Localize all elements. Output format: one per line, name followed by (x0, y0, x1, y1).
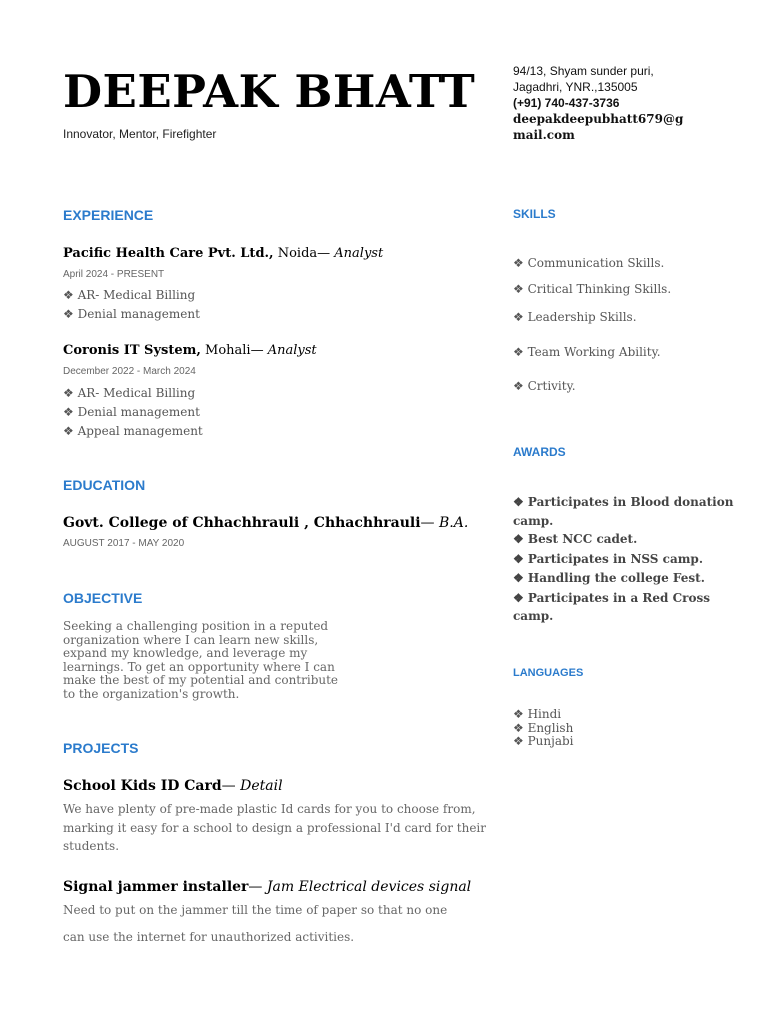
project-description-line: marking it easy for a school to design a professional I'd card for their (63, 821, 486, 835)
award-item: ❖ Best NCC cadet. (513, 532, 638, 546)
skill-item: ❖ Critical Thinking Skills. (513, 282, 672, 296)
job-location: Mohali— (200, 343, 268, 358)
project-title (63, 879, 471, 895)
project-tag: Detail (240, 778, 283, 794)
objective-text: Seeking a challenging position in a reputed organization where I can learn new skills, expand my knowledge, and leverage my learnings. To get an opportunity where I can make the best of my potential and contribute to the organization's growth. (63, 619, 339, 701)
job-title (63, 343, 317, 358)
section-title-projects: PROJECTS (63, 740, 139, 756)
list-item: ❖ AR- Medical Billing (63, 288, 196, 302)
company-name: Pacific Health Care Pvt. Ltd., (63, 246, 274, 261)
award-item: ❖ Handling the college Fest. (513, 571, 705, 585)
candidate-name: DEEPAK BHATT (63, 65, 476, 118)
award-item: ❖ Participates in NSS camp. (513, 552, 704, 566)
skill-item: ❖ Crtivity. (513, 379, 576, 393)
project-title (63, 778, 283, 794)
job-role: Analyst (334, 246, 384, 261)
skill-item: ❖ Communication Skills. (513, 256, 665, 270)
section-title-objective: OBJECTIVE (63, 590, 143, 606)
section-title-awards: AWARDS (513, 445, 566, 459)
project-description-line: Need to put on the jammer till the time of paper so that no one (63, 903, 448, 917)
language-item: ❖ Hindi (513, 707, 562, 721)
job-dates: April 2024 - PRESENT (63, 269, 165, 280)
address-line-2: Jagadhri, YNR.,135005 (513, 80, 638, 94)
section-title-skills: SKILLS (513, 207, 556, 221)
award-item: ❖ Participates in Blood donation (513, 495, 734, 509)
list-item: ❖ Appeal management (63, 424, 203, 438)
job-location: Noida— (273, 246, 335, 261)
job-dates: December 2022 - March 2024 (63, 366, 196, 377)
section-title-education: EDUCATION (63, 477, 146, 493)
email-address[interactable]: deepakdeepubhatt679@gmail.com (513, 112, 684, 142)
skill-item: ❖ Team Working Ability. (513, 345, 661, 359)
skill-item: ❖ Leadership Skills. (513, 310, 637, 324)
project-description-line: students. (63, 839, 120, 853)
tagline: Innovator, Mentor, Firefighter (63, 127, 217, 141)
address-line-1: 94/13, Shyam sunder puri, (513, 64, 654, 78)
job-role: Analyst (267, 343, 317, 358)
project-name: Signal jammer installer (63, 879, 249, 895)
language-item: ❖ English (513, 721, 574, 735)
project-description-line: can use the internet for unauthorized activities. (63, 930, 355, 944)
project-name: School Kids ID Card (63, 778, 222, 794)
job-title (63, 246, 383, 261)
education-dates: AUGUST 2017 - MAY 2020 (63, 538, 185, 549)
project-description-line: We have plenty of pre-made plastic Id cards for you to choose from, (63, 802, 476, 816)
school-name: Govt. College of Chhachhrauli , Chhachhrauli (63, 515, 421, 531)
education-title (63, 515, 468, 531)
section-title-languages: LANGUAGES (513, 667, 584, 679)
award-item-continued: camp. (513, 514, 554, 528)
education-dash: — (420, 515, 439, 531)
project-tag: Jam Electrical devices signal (266, 879, 472, 895)
contact-block (513, 63, 688, 143)
section-title-experience: EXPERIENCE (63, 207, 154, 223)
project-dash: — (221, 778, 241, 794)
award-item: ❖ Participates in a Red Cross (513, 591, 710, 605)
degree: B.A. (438, 515, 469, 531)
language-item: ❖ Punjabi (513, 734, 574, 748)
list-item: ❖ AR- Medical Billing (63, 386, 196, 400)
project-dash: — (248, 879, 267, 895)
award-item-continued: camp. (513, 609, 554, 623)
list-item: ❖ Denial management (63, 307, 200, 321)
list-item: ❖ Denial management (63, 405, 200, 419)
company-name: Coronis IT System, (63, 343, 201, 358)
phone-number: (+91) 740-437-3736 (513, 96, 620, 110)
